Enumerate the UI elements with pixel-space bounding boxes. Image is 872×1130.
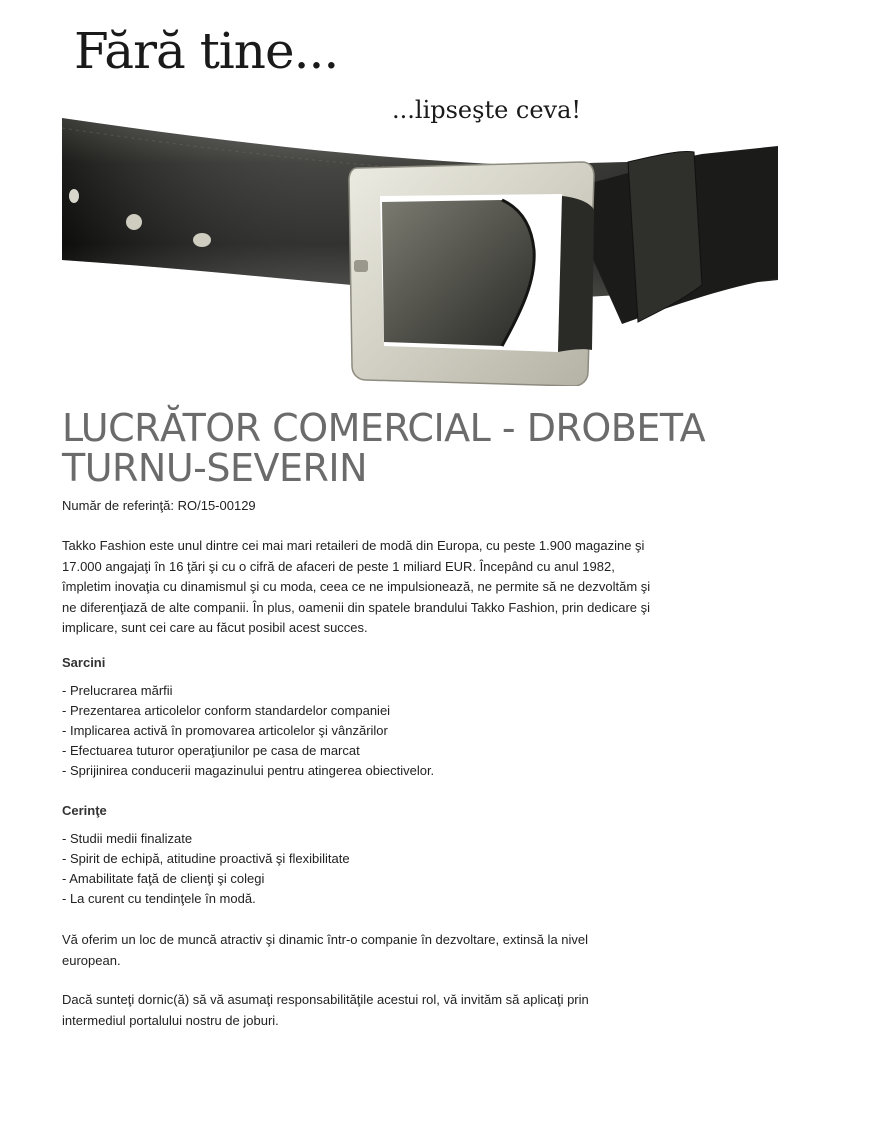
belt-photo: [62, 110, 778, 386]
list-item: - Spirit de echipă, atitudine proactivă şi flexibilitate: [62, 849, 350, 869]
requirements-heading: Cerinţe: [62, 803, 107, 818]
list-item: - Prelucrarea mărfii: [62, 681, 434, 701]
hero-subtitle: ...lipseşte ceva!: [392, 96, 582, 124]
apply-text: Dacă sunteţi dornic(ă) să vă asumaţi responsabilităţile acestui rol, vă invităm să aplicaţi prin intermediul portalului nostru de joburi.: [62, 992, 589, 1028]
list-item: - Amabilitate faţă de clienţi şi colegi: [62, 869, 350, 889]
reference-number: Număr de referinţă: RO/15-00129: [62, 498, 256, 513]
tasks-heading: Sarcini: [62, 655, 106, 670]
offer-text: Vă oferim un loc de muncă atractiv şi dinamic într-o companie în dezvoltare, extinsă la nivel european.: [62, 932, 589, 968]
tasks-list: [62, 681, 434, 781]
list-item: - Implicarea activă în promovarea articolelor şi vânzărilor: [62, 721, 434, 741]
job-title: LUCRĂTOR COMERCIAL - DROBETA TURNU-SEVERIN: [62, 406, 706, 490]
list-item: - Prezentarea articolelor conform standardelor companiei: [62, 701, 434, 721]
list-item: - Sprijinirea conducerii magazinului pentru atingerea obiectivelor.: [62, 761, 434, 781]
list-item: - Studii medii finalizate: [62, 829, 350, 849]
list-item: - La curent cu tendinţele în modă.: [62, 889, 350, 909]
requirements-list: [62, 829, 350, 909]
list-item: - Efectuarea tuturor operaţiunilor pe casa de marcat: [62, 741, 434, 761]
hero-title: Fără tine...: [74, 22, 339, 80]
company-intro: Takko Fashion este unul dintre cei mai mari retaileri de modă din Europa, cu peste 1.900 magazine şi 17.000 angajaţi în 16 ţări şi cu o cifră de afaceri de peste 1 miliard EUR. Începând cu anul 1982, împletim inovaţia cu dinamismul şi cu moda, ceea ce ne impulsionează, ne permite să ne dezvoltăm şi ne diferenţiază de alte companii. În plus, oamenii din spatele brandului Takko Fashion, prin dedicare şi implicare, sunt cei care au făcut posibil acest succes.: [62, 538, 651, 635]
